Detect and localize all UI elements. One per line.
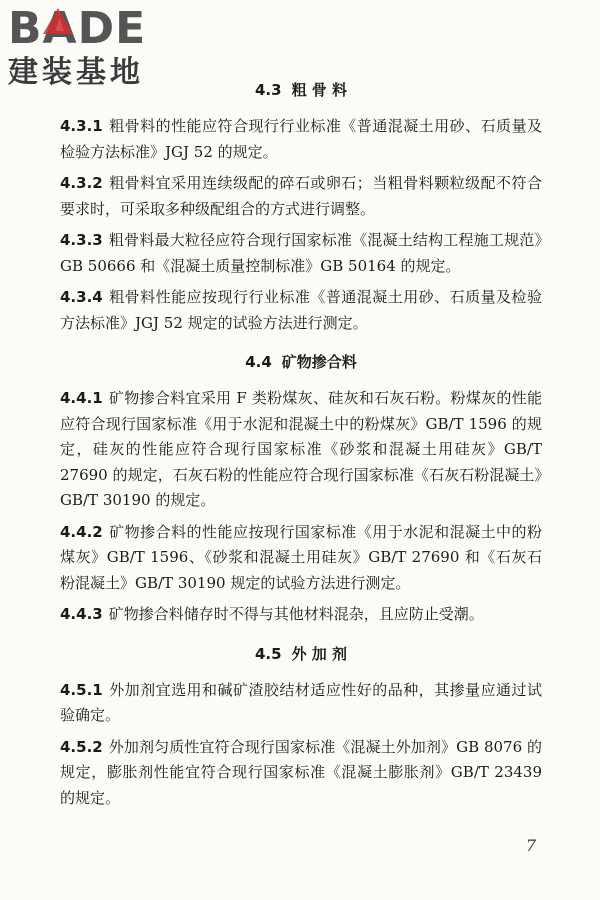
clause-number: 4.3.3 bbox=[60, 231, 103, 249]
clause-4-5-1 bbox=[60, 678, 542, 729]
section-number: 4.3 bbox=[254, 81, 282, 99]
clause-text: 外加剂宜选用和碱矿渣胶结材适应性好的品种，其掺量应通过试验确定。 bbox=[60, 680, 542, 724]
watermark-chinese-text: 建装基地 bbox=[8, 55, 144, 90]
section-heading-4-4 bbox=[60, 342, 542, 382]
clause-4-3-1 bbox=[60, 114, 542, 165]
clause-4-3-3 bbox=[60, 228, 542, 279]
clause-text: 矿物掺合料宜采用 F 类粉煤灰、硅灰和石灰石粉。粉煤灰的性能应符合现行国家标准《用于水泥和混凝土中的粉煤灰》GB/T 1596 的规定，硅灰的性能应符合现行国家标准《砂浆和混凝土用硅灰》GB/T 27690 的规定，石灰石粉的性能应符合现行国家标准《石灰石粉混凝土》GB/T 30190 的规定。 bbox=[60, 389, 542, 509]
clause-number: 4.5.2 bbox=[60, 737, 103, 756]
section-heading-4-3 bbox=[60, 70, 542, 110]
watermark-latin-text: BADE bbox=[8, 3, 147, 54]
section-title: 外 加 剂 bbox=[291, 644, 348, 663]
clause-number: 4.4.1 bbox=[60, 389, 103, 407]
clause-text: 粗骨料宜采用连续级配的碎石或卵石；当粗骨料颗粒级配不符合要求时，可采取多种级配组合的方式进行调整。 bbox=[60, 174, 542, 218]
clause-4-5-2 bbox=[60, 735, 542, 812]
watermark-triangle-mark bbox=[43, 8, 73, 34]
section-heading-4-5 bbox=[60, 634, 542, 674]
clause-4-4-2 bbox=[60, 520, 542, 597]
clause-text: 粗骨料的性能应符合现行行业标准《普通混凝土用砂、石质量及检验方法标准》JGJ 52 的规定。 bbox=[60, 117, 542, 161]
clause-4-3-4 bbox=[60, 285, 542, 336]
clause-text: 粗骨料最大粒径应符合现行国家标准《混凝土结构工程施工规范》GB 50666 和《混凝土质量控制标准》GB 50164 的规定。 bbox=[60, 231, 542, 275]
clause-4-4-1 bbox=[60, 386, 542, 514]
clause-4-3-2 bbox=[60, 171, 542, 222]
clause-text: 外加剂匀质性宜符合现行国家标准《混凝土外加剂》GB 8076 的规定，膨胀剂性能宜符合现行国家标准《混凝土膨胀剂》GB/T 23439 的规定。 bbox=[60, 737, 542, 807]
section-title: 粗 骨 料 bbox=[291, 81, 348, 99]
page-number: 7 bbox=[525, 836, 536, 855]
clause-number: 4.4.3 bbox=[60, 605, 103, 623]
document-body bbox=[60, 70, 542, 817]
clause-number: 4.3.1 bbox=[60, 117, 103, 135]
clause-number: 4.4.2 bbox=[60, 522, 103, 541]
clause-text: 矿物掺合料的性能应按现行国家标准《用于水泥和混凝土中的粉煤灰》GB/T 1596、《砂浆和混凝土用硅灰》GB/T 27690 和《石灰石粉混凝土》GB/T 30190 规定的试验方法进行测定。 bbox=[60, 522, 542, 592]
clause-number: 4.3.4 bbox=[60, 288, 103, 306]
section-number: 4.4 bbox=[245, 353, 272, 371]
section-number: 4.5 bbox=[254, 644, 282, 663]
clause-number: 4.5.1 bbox=[60, 680, 103, 699]
clause-text: 粗骨料性能应按现行行业标准《普通混凝土用砂、石质量及检验方法标准》JGJ 52 规定的试验方法进行测定。 bbox=[60, 288, 542, 332]
clause-4-4-3 bbox=[60, 602, 542, 628]
section-title: 矿物掺合料 bbox=[281, 353, 357, 371]
clause-number: 4.3.2 bbox=[60, 174, 103, 192]
clause-text: 矿物掺合料储存时不得与其他材料混杂，且应防止受潮。 bbox=[108, 605, 484, 623]
